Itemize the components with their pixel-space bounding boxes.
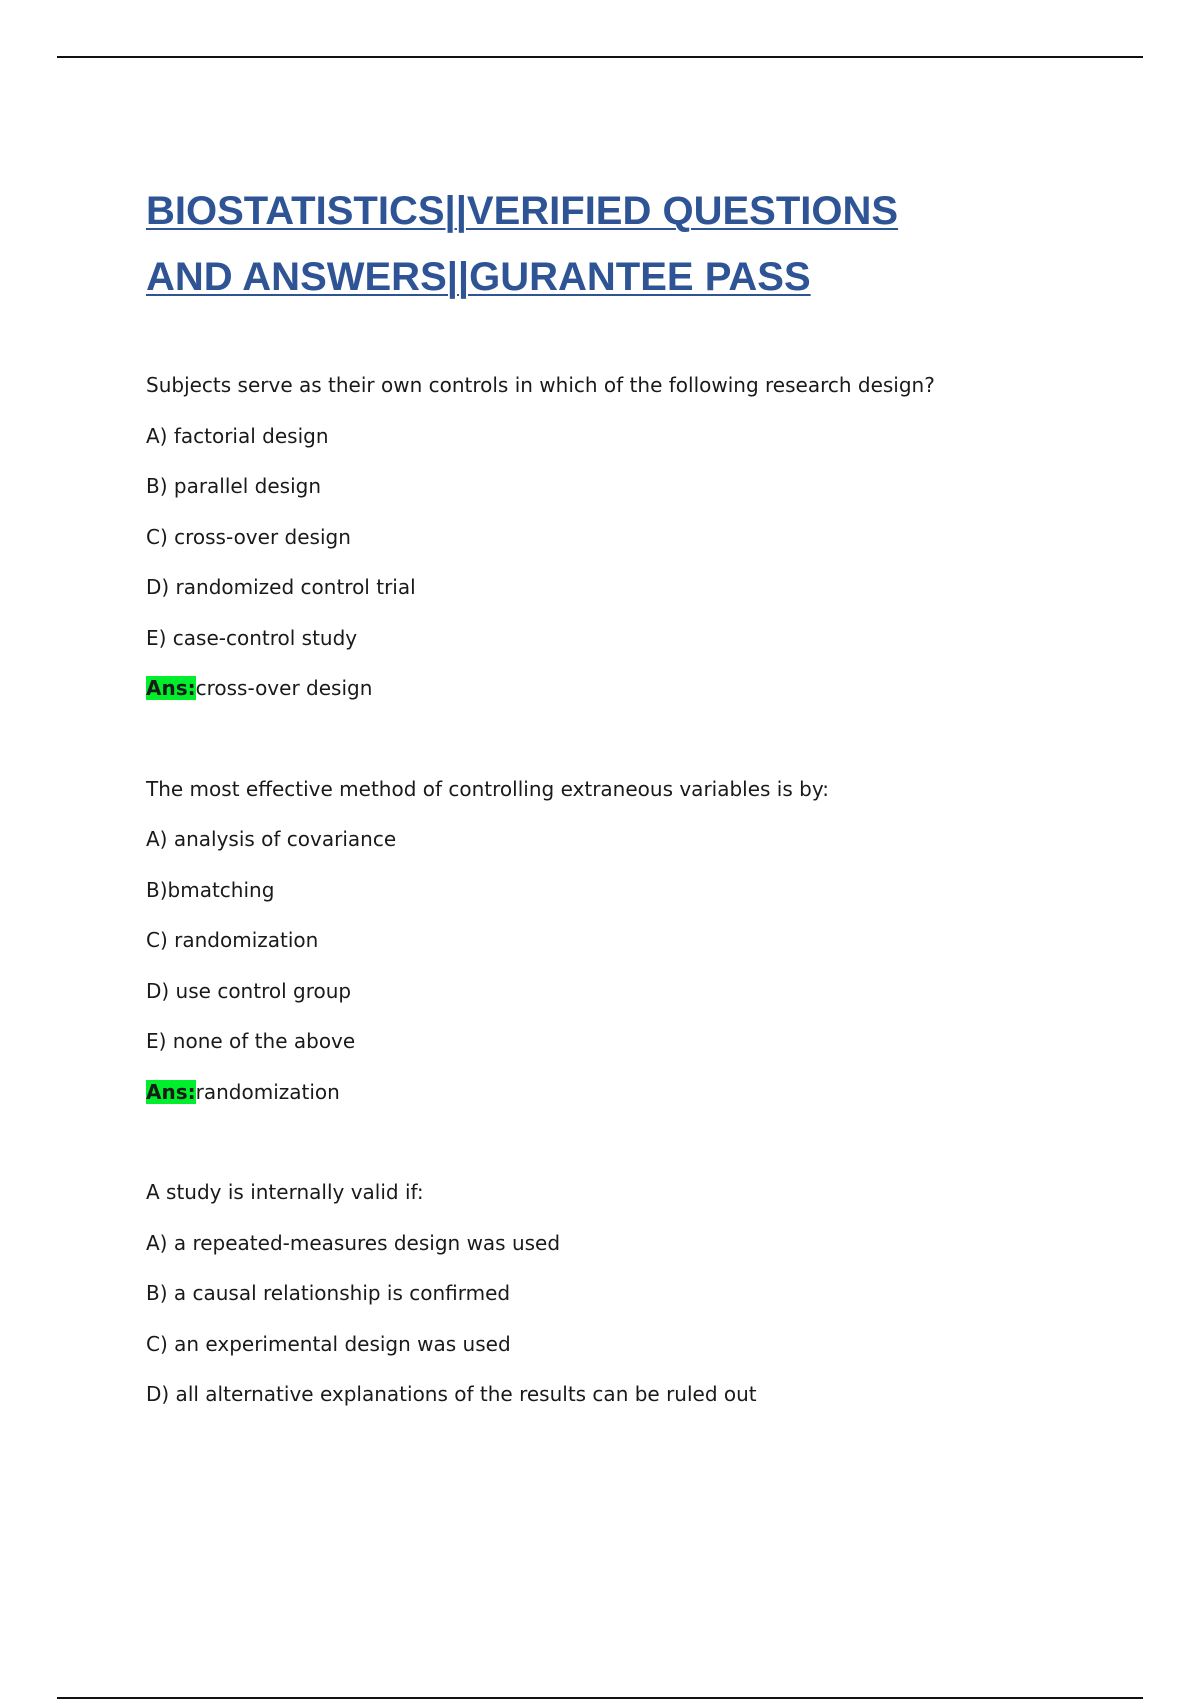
option-d: D) all alternative explanations of the results can be ruled out <box>146 1382 757 1406</box>
answer-text: randomization <box>195 1079 340 1104</box>
answer-text: cross-over design <box>195 676 373 700</box>
option-c: C) an experimental design was used <box>146 1331 511 1356</box>
footer-rule <box>57 1697 1143 1699</box>
question-1 <box>146 370 1106 724</box>
answer-line <box>146 1077 1106 1128</box>
header-rule <box>57 56 1143 58</box>
question-prompt: Subjects serve as their own controls in which of the following research design? <box>146 373 935 397</box>
option-e: E) case-control study <box>146 625 358 650</box>
option-b: B) a causal relationship is confirmed <box>146 1281 511 1305</box>
option-b: B)bmatching <box>146 877 275 902</box>
document-title <box>146 178 1106 310</box>
option-d: D) randomized control trial <box>146 575 416 599</box>
question-list <box>146 370 1106 1480</box>
option-a: A) analysis of covariance <box>146 827 397 851</box>
answer-label: Ans: <box>146 1079 196 1104</box>
answer-line <box>146 673 1106 724</box>
title-line-1: BIOSTATISTICS||VERIFIED QUESTIONS <box>146 189 899 233</box>
answer-label: Ans: <box>146 676 196 700</box>
option-c: C) cross-over design <box>146 524 351 549</box>
question-prompt: The most effective method of controlling extraneous variables is by: <box>146 776 829 801</box>
option-d: D) use control group <box>146 978 352 1003</box>
option-a: A) a repeated-measures design was used <box>146 1230 561 1255</box>
title-line-2: AND ANSWERS||GURANTEE PASS <box>146 255 811 299</box>
question-prompt: A study is internally valid if: <box>146 1180 424 1204</box>
option-a: A) factorial design <box>146 423 329 448</box>
option-c: C) randomization <box>146 928 319 952</box>
question-2 <box>146 774 1106 1128</box>
question-3 <box>146 1177 1106 1430</box>
option-b: B) parallel design <box>146 474 321 498</box>
option-e: E) none of the above <box>146 1029 356 1053</box>
